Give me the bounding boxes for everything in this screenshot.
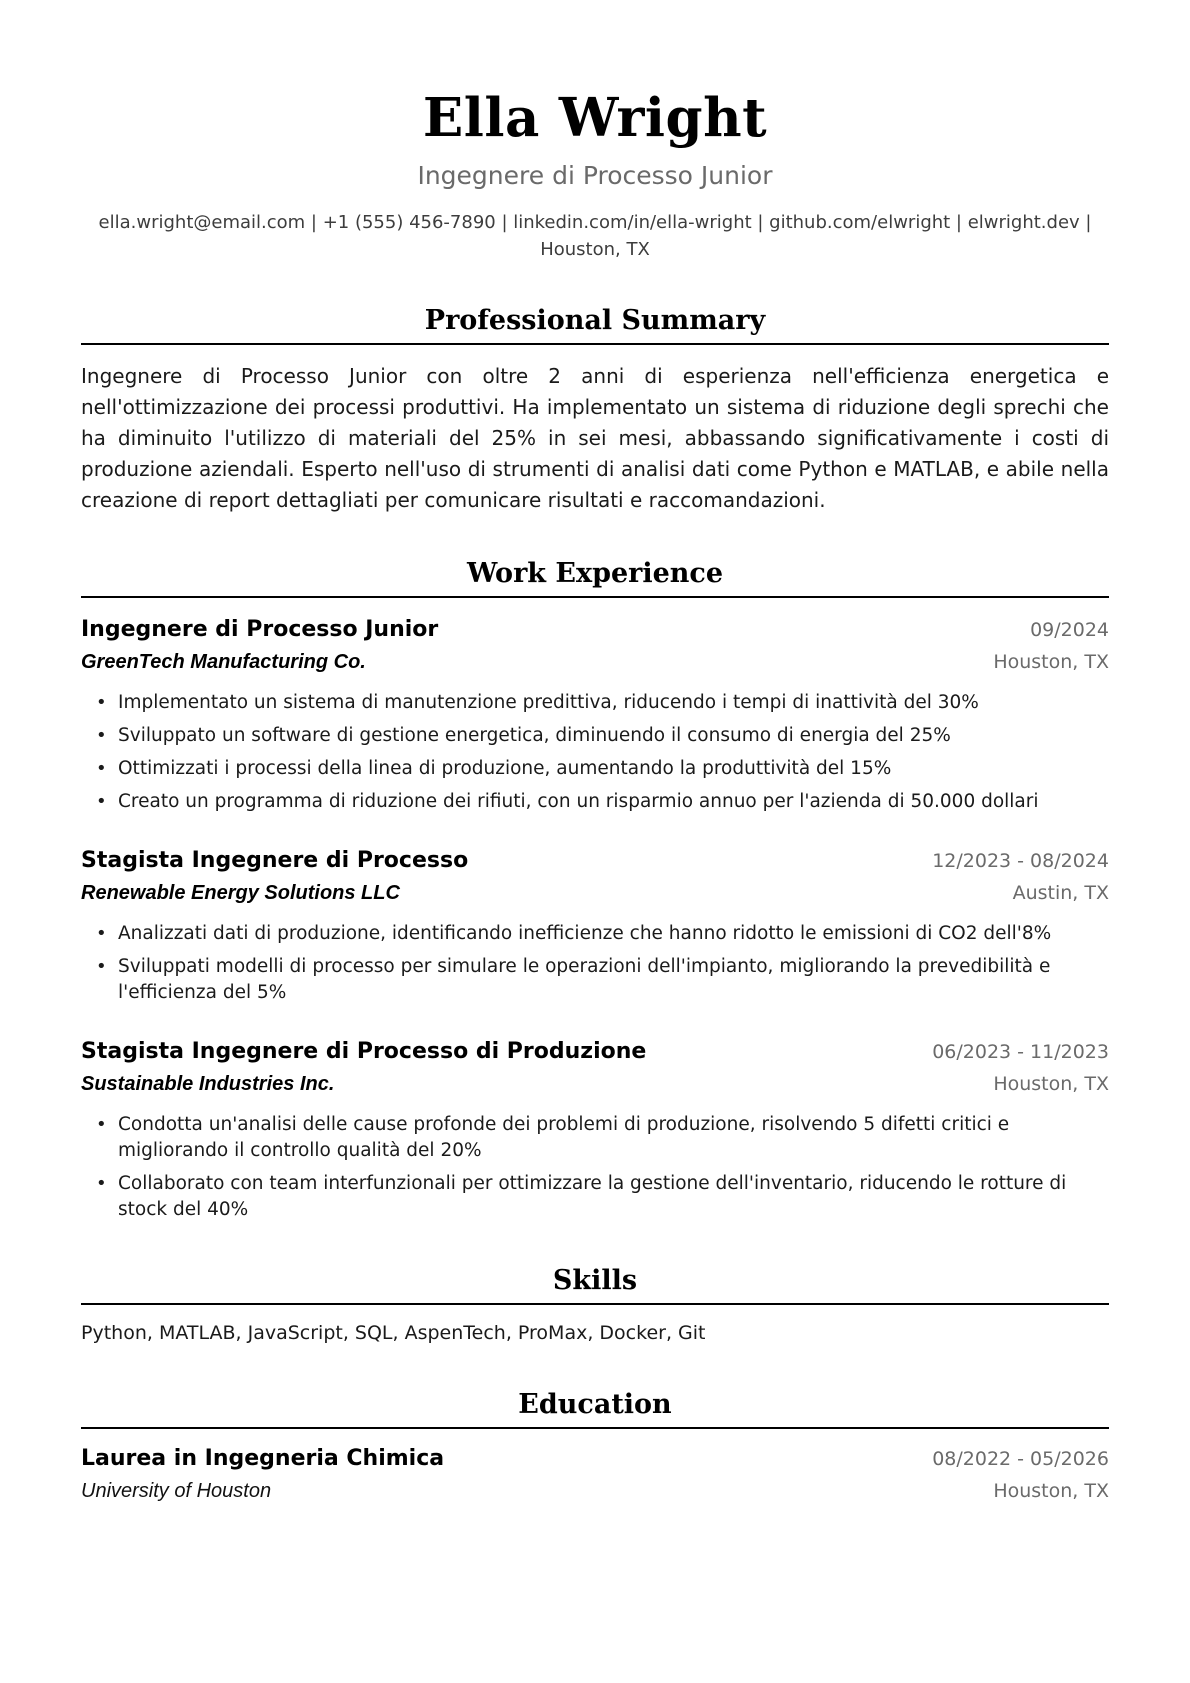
job-entry (81, 1036, 1109, 1223)
job-bullets (81, 1112, 1109, 1223)
job-title: Ingegnere di Processo Junior (81, 617, 439, 642)
job-bullet: • Implementato un sistema di manutenzione predittiva, riducendo i tempi di inattività del 30% (81, 690, 1109, 716)
job-bullet: • Analizzati dati di produzione, identificando inefficienze che hanno ridotto le emissioni di CO2 dell'8% (81, 921, 1109, 947)
job-company: GreenTech Manufacturing Co. (81, 651, 366, 673)
bullet-icon: • (96, 758, 107, 779)
skills-list: Python, MATLAB, JavaScript, SQL, AspenTech, ProMax, Docker, Git (81, 1322, 706, 1344)
bullet-icon: • (96, 1173, 107, 1194)
work-experience-section (81, 556, 1109, 1223)
contact-line: ella.wright@email.com | +1 (555) 456-7890 | linkedin.com/in/ella-wright | github.com/elwright | elwright.dev | (98, 212, 1092, 233)
job-entry (81, 614, 1109, 815)
education-entry (81, 1443, 1109, 1507)
school-name: University of Houston (81, 1480, 272, 1502)
skills-heading: Skills (81, 1263, 1109, 1305)
job-bullet: • Ottimizzati i processi della linea di produzione, aumentando la produttività del 15% (81, 756, 1109, 782)
summary-heading: Professional Summary (81, 303, 1109, 345)
job-bullet: • Sviluppato un software di gestione energetica, diminuendo il consumo di energia del 25% (81, 723, 1109, 749)
job-date: 09/2024 (1030, 619, 1109, 641)
education-date: 08/2022 - 05/2026 (932, 1448, 1109, 1470)
bullet-icon: • (96, 1114, 107, 1135)
job-location: Houston, TX (993, 651, 1109, 673)
education-heading: Education (81, 1387, 1109, 1429)
skills-section (81, 1263, 1109, 1347)
job-bullet: • Collaborato con team interfunzionali per ottimizzare la gestione dell'inventario, riducendo le rotture di stock del 40% (96, 1173, 1067, 1220)
job-company: Renewable Energy Solutions LLC (81, 882, 400, 904)
contact-location: Houston, TX (540, 239, 650, 260)
job-entry (81, 845, 1109, 1006)
degree-title: Laurea in Ingegneria Chimica (81, 1446, 445, 1471)
job-bullet: • Condotta un'analisi delle cause profonde dei problemi di produzione, risolvendo 5 difetti critici e migliorando il controllo qualità del 20% (96, 1114, 1010, 1161)
summary-text: Ingegnere di Processo Junior con oltre 2 anni di esperienza nell'efficienza energetica e nell'ottimizzazione dei processi produttivi. Ha implementato un sistema di riduzione degli sprechi che ha diminuito l'utilizzo di materiali del 25% in sei mesi, abbassando significativamente i costi di produzione aziendali. Esperto nell'uso di strumenti di analisi dati come Python e MATLAB, e abile nella creazione di report dettagliati per comunicare risultati e raccomandazioni. (81, 364, 1109, 512)
education-location: Houston, TX (993, 1480, 1109, 1502)
candidate-name: Ella Wright (422, 87, 768, 149)
job-title: Stagista Ingegnere di Processo (81, 848, 469, 873)
summary-section (81, 303, 1109, 516)
job-company: Sustainable Industries Inc. (81, 1073, 335, 1095)
job-date: 12/2023 - 08/2024 (932, 850, 1109, 872)
education-section (81, 1387, 1109, 1507)
bullet-icon: • (96, 791, 107, 812)
bullet-icon: • (96, 692, 107, 713)
job-location: Houston, TX (993, 1073, 1109, 1095)
job-bullet: • Creato un programma di riduzione dei rifiuti, con un risparmio annuo per l'azienda di 50.000 dollari (81, 789, 1109, 815)
contact-info (81, 209, 1109, 263)
bullet-icon: • (96, 725, 107, 746)
job-bullets (81, 690, 1109, 815)
bullet-icon: • (96, 956, 107, 977)
work-experience-heading: Work Experience (81, 556, 1109, 598)
bullet-icon: • (96, 923, 107, 944)
candidate-title: Ingegnere di Processo Junior (417, 161, 773, 190)
job-bullets (81, 921, 1109, 1006)
job-title: Stagista Ingegnere di Processo di Produzione (81, 1039, 647, 1064)
job-location: Austin, TX (1012, 882, 1109, 904)
job-bullet: • Sviluppati modelli di processo per simulare le operazioni dell'impianto, migliorando la prevedibilità e l'efficienza del 5% (96, 956, 1051, 1003)
job-date: 06/2023 - 11/2023 (932, 1041, 1109, 1063)
